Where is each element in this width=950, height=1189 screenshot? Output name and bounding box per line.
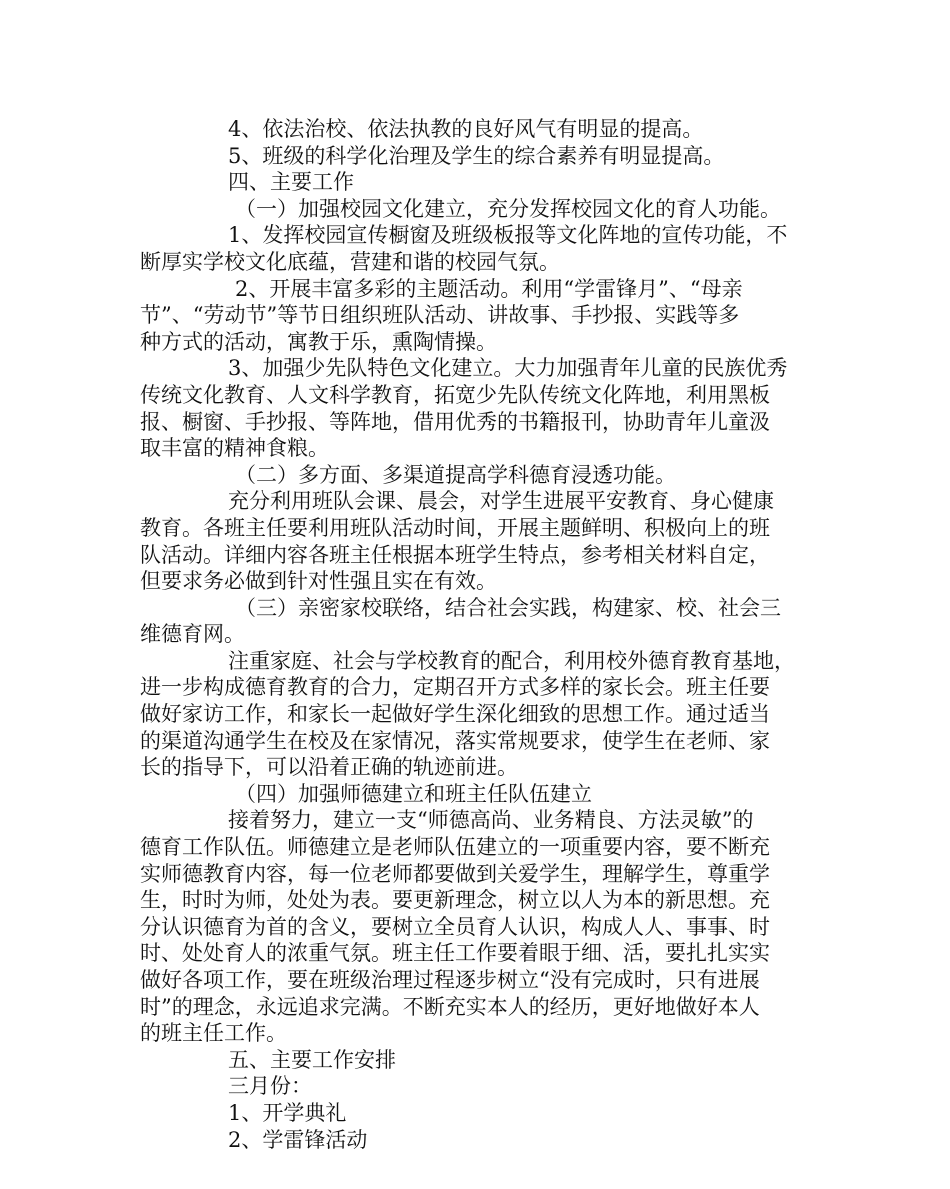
paragraph-line: 的渠道沟通学生在校及在家情况，落实常规要求，使学生在老师、家 bbox=[140, 728, 770, 753]
paragraph-line: 的班主任工作。 bbox=[140, 1021, 287, 1046]
paragraph-line: 德育工作队伍。师德建立是老师队伍建立的一项重要内容，要不断充 bbox=[140, 835, 770, 860]
paragraph-line: 但要求务必做到针对性强且实在有效。 bbox=[140, 569, 497, 594]
paragraph-line: 种方式的活动，寓教于乐，熏陶情操。 bbox=[140, 329, 497, 354]
section-heading-4: 四、主要工作 bbox=[228, 170, 354, 195]
month-heading: 三月份： bbox=[228, 1074, 312, 1099]
subsection-heading-1: （一）加强校园文化建立，充分发挥校园文化的育人功能。 bbox=[235, 196, 781, 221]
paragraph-line: 做好各项工作，要在班级治理过程逐步树立“没有完成时，只有进展 bbox=[140, 968, 760, 992]
paragraph-line: 报、橱窗、手抄报、等阵地，借用优秀的书籍报刊，协助青年儿童汲 bbox=[140, 409, 770, 434]
paragraph-line: 取丰富的精神食粮。 bbox=[140, 436, 329, 461]
paragraph-line: 进一步构成德育教育的合力，定期召开方式多样的家长会。班主任要 bbox=[140, 675, 770, 700]
subsection-heading-3: （三）亲密家校联络，结合社会实践，构建家、校、社会三 bbox=[235, 595, 781, 620]
list-item-4: 4、依法治校、依法执教的良好风气有明显的提高。 bbox=[228, 117, 704, 141]
paragraph-line: 传统文化教育、人文科学教育，拓宽少先队传统文化阵地，利用黑板 bbox=[140, 382, 770, 407]
document-body bbox=[140, 116, 815, 1153]
list-item-5: 5、班级的科学化治理及学生的综合素养有明显提高。 bbox=[228, 143, 725, 168]
paragraph-line: 做好家访工作，和家长一起做好学生深化细致的思想工作。通过适当 bbox=[140, 702, 770, 727]
paragraph-line: 教育。各班主任要利用班队活动时间，开展主题鲜明、积极向上的班 bbox=[140, 515, 770, 540]
paragraph-line: 维德育网。 bbox=[140, 622, 245, 647]
paragraph-line: 队活动。详细内容各班主任根据本班学生特点，参考相关材料自定， bbox=[140, 542, 770, 567]
paragraph-line: 1、发挥校园宣传橱窗及班级板报等文化阵地的宣传功能，不 bbox=[228, 223, 788, 248]
schedule-item-2: 2、学雷锋活动 bbox=[228, 1127, 368, 1152]
paragraph-line: 接着努力，建立一支“师德高尚、业务精良、方法灵敏”的 bbox=[228, 808, 754, 833]
paragraph-line: 实师德教育内容，每一位老师都要做到关爱学生，理解学生，尊重学 bbox=[140, 861, 770, 886]
paragraph-line: 时、处处育人的浓重气氛。班主任工作要着眼于细、活，要扎扎实实 bbox=[140, 941, 770, 966]
subsection-heading-4: （四）加强师德建立和班主任队伍建立 bbox=[235, 781, 592, 806]
subsection-heading-2: （二）多方面、多渠道提高学科德育浸透功能。 bbox=[235, 462, 676, 487]
paragraph-line: 节”、“劳动节”等节日组织班队活动、讲故事、手抄报、实践等多 bbox=[140, 303, 740, 328]
paragraph-line: 断厚实学校文化底蕴，营建和谐的校园气氛。 bbox=[140, 249, 560, 274]
paragraph-line: 时”的理念，永远追求完满。不断充实本人的经历，更好地做好本人 bbox=[140, 994, 760, 1019]
paragraph-line: 充分利用班队会课、晨会，对学生进展平安教育、身心健康 bbox=[228, 489, 774, 514]
paragraph-line: 生，时时为师，处处为表。要更新理念，树立以人为本的新思想。充 bbox=[140, 888, 770, 913]
section-heading-5: 五、主要工作安排 bbox=[228, 1047, 396, 1072]
schedule-item-1: 1、开学典礼 bbox=[228, 1100, 347, 1125]
paragraph-line: 长的指导下，可以沿着正确的轨迹前进。 bbox=[140, 755, 518, 780]
paragraph-line: 2、开展丰富多彩的主题活动。利用“学雷锋月”、“母亲 bbox=[235, 276, 743, 301]
paragraph-line: 3、加强少先队特色文化建立。大力加强青年儿童的民族优秀 bbox=[228, 356, 788, 381]
paragraph-line: 注重家庭、社会与学校教育的配合，利用校外德育教育基地， bbox=[228, 648, 795, 673]
paragraph-line: 分认识德育为首的含义，要树立全员育人认识，构成人人、事事、时 bbox=[140, 914, 770, 939]
